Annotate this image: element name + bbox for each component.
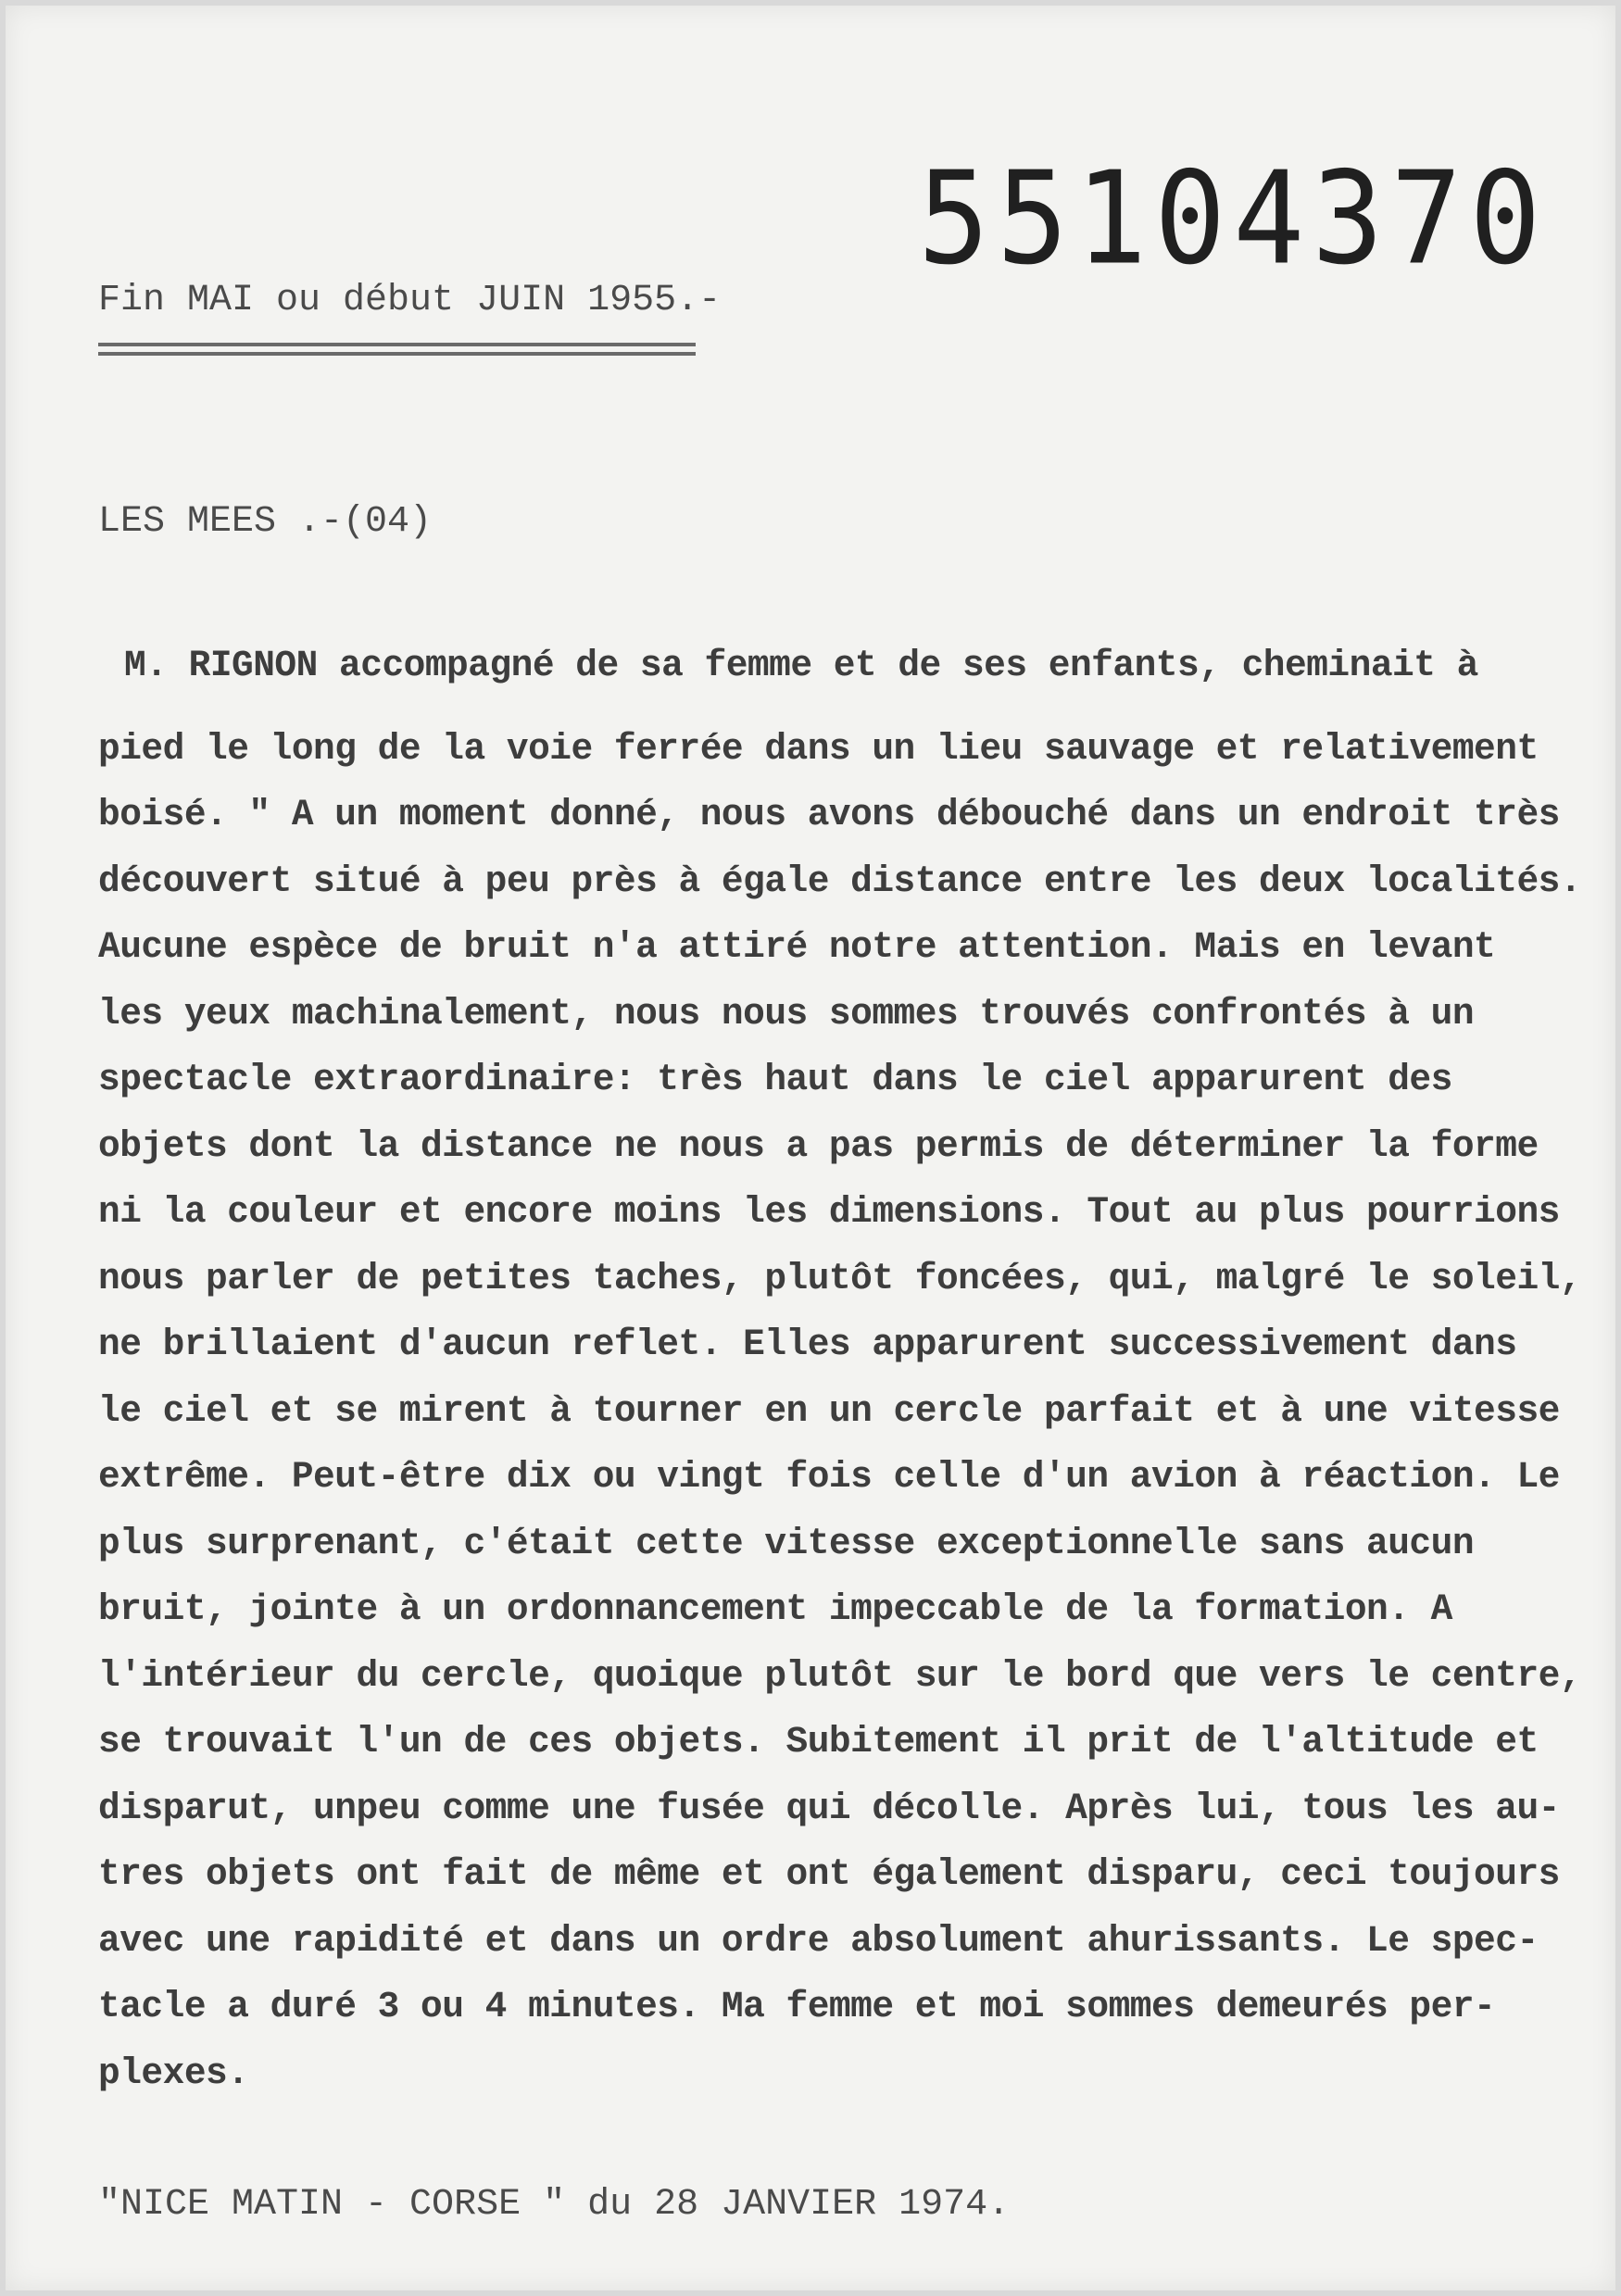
body-line: découvert situé à peu près à égale distance entre les deux localités. xyxy=(98,859,1582,902)
body-line: tres objets ont fait de même et ont également disparu, ceci toujours xyxy=(98,1853,1560,1895)
reference-number: 55104370 xyxy=(918,144,1549,294)
body-line: disparut, unpeu comme une fusée qui décolle. Après lui, tous les au- xyxy=(98,1787,1560,1829)
body-line: tacle a duré 3 ou 4 minutes. Ma femme et moi sommes demeurés per- xyxy=(98,1986,1496,2027)
date-heading: Fin MAI ou début JUIN 1955.- xyxy=(98,280,722,321)
body-line: plus surprenant, c'était cette vitesse exceptionnelle sans aucun xyxy=(98,1522,1475,1564)
body-line: M. RIGNON accompagné de sa femme et de ses enfants, cheminait à xyxy=(124,645,1478,686)
document-page xyxy=(6,6,1615,2290)
body-line: plexes. xyxy=(98,2051,249,2094)
body-line: ni la couleur et encore moins les dimensions. Tout au plus pourrions xyxy=(98,1191,1560,1233)
body-line: les yeux machinalement, nous nous sommes trouvés confrontés à un xyxy=(98,992,1475,1035)
body-line: extrême. Peut-être dix ou vingt fois celle d'un avion à réaction. Le xyxy=(98,1456,1560,1498)
body-line: avec une rapidité et dans un ordre absolument ahurissants. Le spec- xyxy=(98,1919,1539,1962)
source-citation: "NICE MATIN - CORSE " du 28 JANVIER 1974. xyxy=(98,2184,1011,2226)
report-body xyxy=(98,633,1599,2106)
body-line: Aucune espèce de bruit n'a attiré notre attention. Mais en levant xyxy=(98,926,1496,968)
body-line: objets dont la distance ne nous a pas permis de déterminer la forme xyxy=(98,1124,1539,1167)
body-line: pied le long de la voie ferrée dans un lieu sauvage et relativement xyxy=(98,727,1539,770)
date-underline xyxy=(98,343,696,356)
body-line: spectacle extraordinaire: très haut dans le ciel apparurent des xyxy=(98,1059,1452,1100)
place-heading: LES MEES .-(04) xyxy=(98,501,433,543)
body-line: bruit, jointe à un ordonnancement impeccable de la formation. A xyxy=(98,1588,1452,1630)
body-line: ne brillaient d'aucun reflet. Elles apparurent successivement dans xyxy=(98,1324,1517,1365)
body-line: l'intérieur du cercle, quoique plutôt sur le bord que vers le centre, xyxy=(98,1654,1582,1697)
body-line: se trouvait l'un de ces objets. Subitement il prit de l'altitude et xyxy=(98,1721,1539,1763)
body-line: le ciel et se mirent à tourner en un cercle parfait et à une vitesse xyxy=(98,1389,1560,1432)
body-line: boisé. " A un moment donné, nous avons débouché dans un endroit très xyxy=(98,794,1560,835)
body-line: nous parler de petites taches, plutôt foncées, qui, malgré le soleil, xyxy=(98,1257,1582,1299)
